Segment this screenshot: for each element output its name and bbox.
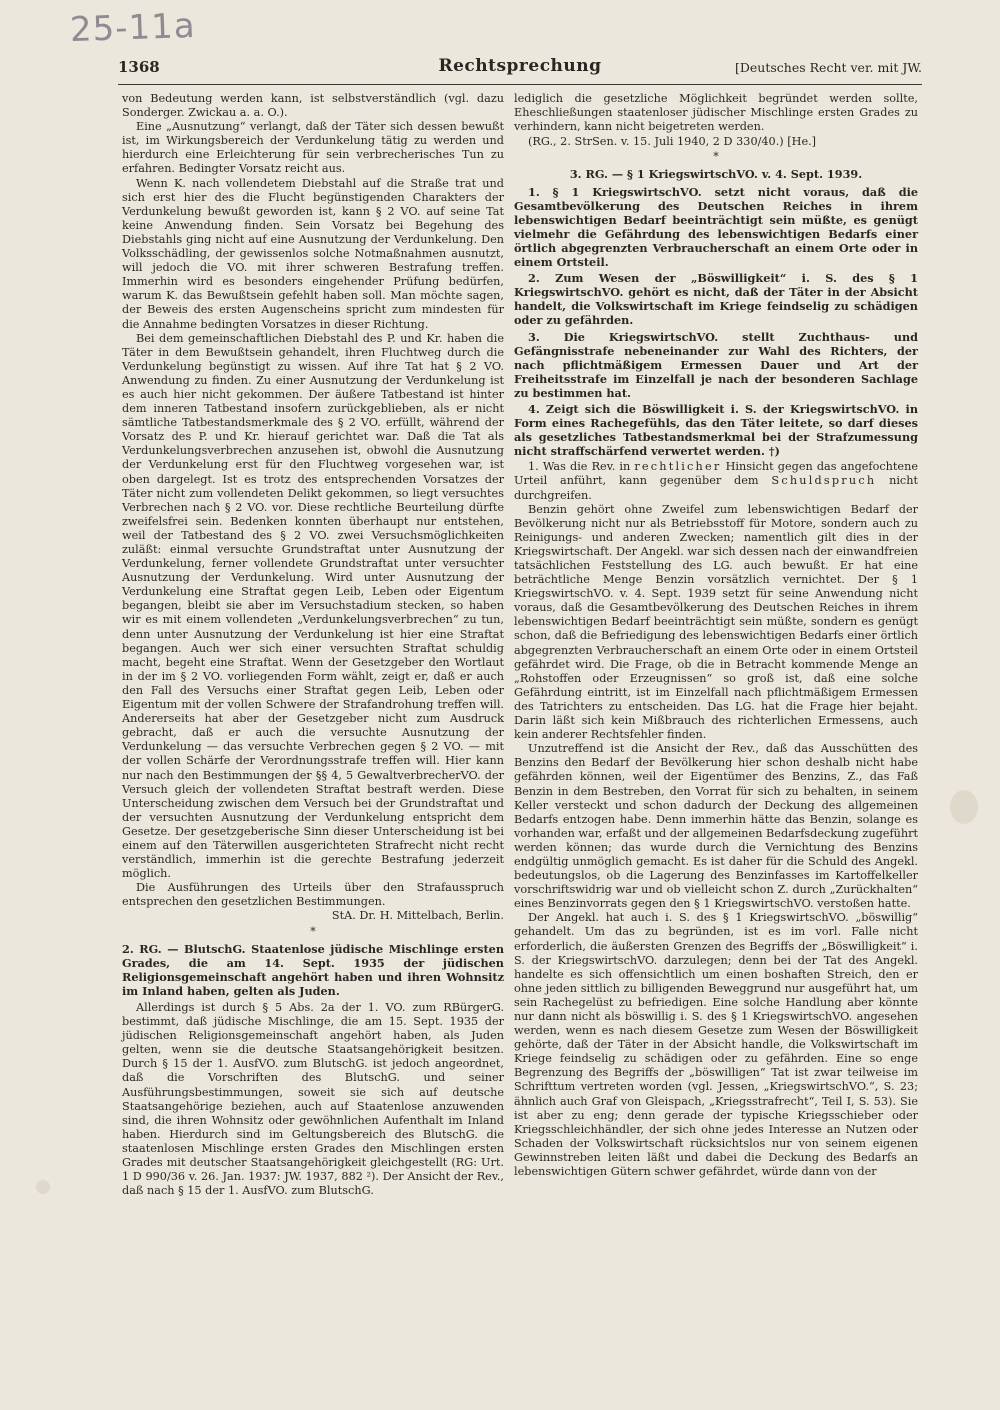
paragraph: lediglich die gesetzliche Möglichkeit begründet werden sollte, Eheschließungen staatenloser jüdischer Mischlinge ersten Grades zu verhindern, kann nicht beigetreten werden. (514, 92, 918, 134)
section-separator: * (310, 924, 316, 938)
headnote: 2. Zum Wesen der „Böswilligkeit“ i. S. des § 1 KriegswirtschVO. gehört es nicht, daß der Täter in der Absicht handelt, die Volkswirtschaft im Kriege feindselig zu schädigen oder zu gefährden. (514, 271, 918, 328)
text-run: 1. Was die Rev. in (528, 460, 631, 474)
journal-reference: [Deutsches Recht ver. mit JW. (735, 60, 922, 75)
right-column (514, 92, 918, 1179)
section-separator: * (713, 150, 719, 164)
case-heading: 3. RG. — § 1 KriegswirtschVO. v. 4. Sept. 1939. (569, 167, 863, 182)
paragraph: Bei dem gemeinschaftlichen Diebstahl des P. und Kr. haben die Täter in dem Bewußtsein gehandelt, ihren Fluchtweg durch die Verdunkelung begünstigt zu wissen. Auf ihre Tat hat § 2 VO. Anwendung zu finden. Zu einer Ausnutzung der Verdunkelung ist es auch hier nicht gekommen. Der äußere Tatbestand ist hinter dem inneren Tatbestand insofern zurückgeblieben, als er nicht sämtliche Tatbestandsmerkmale des § 2 VO. erfüllt, während der Vorsatz des P. und Kr. hierauf gerichtet war. Daß die Tat als Verdunkelungsverbrechen anzusehen ist, obwohl die Ausnutzung der Verdunkelung erst für den Fluchtweg vorgesehen war, ist oben dargelegt. Ist es trotz des entsprechenden Vorsatzes der Täter nicht zum vollendeten Delikt gekommen, so liegt versuchtes Verbrechen nach § 2 VO. vor. Diese rechtliche Beurteilung dürfte zweifelsfrei sein. Bedenken konnten überhaupt nur entstehen, weil der Tatbestand des § 2 VO. zwei Versuchsmöglichkeiten zuläßt: einmal versuchte Grundstraftat unter Ausnutzung der Verdunkelung, ferner vollendete Grundstraftat unter versuchter Ausnutzung der Verdunkelung. Wird unter Ausnutzung der Verdunkelung eine Straftat gegen Leib, Leben oder Eigentum begangen, bleibt sie aber im Versuchstadium stecken, so haben wir es mit einem vollendeten „Verdunkelungsverbrechen“ zu tun, denn unter Ausnutzung der Verdunkelung ist hier eine Straftat begangen. Auch wer sich einer versuchten Straftat schuldig macht, begeht eine Straftat. Wenn der Gesetzgeber den Wortlaut in der im § 2 VO. vorliegenden Form wählt, zeigt er, daß er auch den Fall des Versuchs einer Straftat gegen Leib, Leben oder Eigentum mit der vollen Schwere der Strafandrohung treffen will. Andererseits hat aber der Gesetzgeber nicht zum Ausdruck gebracht, daß er auch die versuchte Ausnutzung der Verdunkelung — das versuchte Verbrechen gegen § 2 VO. — mit der vollen Schärfe der Verordnungsstrafe treffen will. Hier kann nur nach den Bestimmungen der §§ 4, 5 GewaltverbrecherVO. der Versuch gleich der vollendeten Straftat bestraft werden. Diese Unterscheidung zwischen dem Versuch bei der Grundstraftat und der versuchten Ausnutzung der Verdunkelung entspricht dem Gesetze. Der gesetzgeberische Sinn dieser Unterscheidung ist bei einem auf den Täterwillen ausgerichteten Strafrecht nicht recht verständlich, immerhin ist die gerechte Bestrafung jederzeit möglich. (122, 331, 504, 881)
headnotes (514, 185, 918, 459)
paragraph: Benzin gehört ohne Zweifel zum lebenswichtigen Bedarf der Bevölkerung nicht nur als Betriebsstoff für Motore, sondern auch zu Reinigungs- und anderen Zwecken; namentlich gilt dies in der Kriegswirtschaft. Der Angekl. war sich dessen nach der einwandfreien tatsächlichen Feststellung des LG. auch bewußt. Er hat eine beträchtliche Menge Benzin vorsätzlich vernichtet. Der § 1 KriegswirtschVO. v. 4. Sept. 1939 setzt für seine Anwendung nicht voraus, daß die Gesamtbevölkerung des Deutschen Reiches in ihrem lebenswichtigen Bedarf beeinträchtigt sein müßte, sondern es genügt schon, daß die Befriedigung des lebenswichtigen Bedarfs einer örtlich abgegrenzten Verbraucherschaft an einem Orte oder in einem Ortsteil gefährdet wird. Die Frage, ob die in Betracht kommende Menge an „Rohstoffen oder Erzeugnissen“ so groß ist, daß eine solche Gefährdung eintritt, ist im Einzelfall nach pflichtmäßigem Ermessen des Tatrichters zu entscheiden. Das LG. hat die Frage hier bejaht. Darin läßt sich kein Mißbrauch des richterlichen Ermessens, auch kein anderer Rechtsfehler finden. (514, 502, 918, 742)
paragraph: von Bedeutung werden kann, ist selbstverständlich (vgl. dazu Sonderger. Zwickau a. a. O.). (122, 92, 504, 120)
page-header (118, 58, 922, 85)
headnote: 1. § 1 KriegswirtschVO. setzt nicht voraus, daß die Gesamtbevölkerung des Deutschen Reiches in ihrem lebenswichtigen Bedarf beeinträchtigt sein müßte, es genügt vielmehr die Gefährdung des lebenswichtigen Bedarfs einer örtlich abgegrenzten Verbraucherschaft an einem Orte oder in einem Ortsteil. (514, 184, 918, 270)
left-column (122, 92, 504, 1198)
author-signature: StA. Dr. H. Mittelbach, Berlin. (331, 909, 504, 923)
paragraph: Der Angekl. hat auch i. S. des § 1 KriegswirtschVO. „böswillig“ gehandelt. Um das zu begründen, ist es im vorl. Falle nicht erforderlich, die äußersten Grenzen des Begriffs der „Böswilligkeit“ i. S. der KriegswirtschVO. darzulegen; denn bei der Tat des Angekl. handelte es sich offensichtlich um einen boshaften Streich, den er ohne jeden sittlich zu billigenden Beweggrund nur ausgeführt hat, um sein Rachegelüst zu befriedigen. Eine solche Handlung aber könnte nur dann nicht als böswillig i. S. des § 1 KriegswirtschVO. angesehen werden, wenn es nach diesem Gesetze zum Wesen der Böswilligkeit gehörte, daß der Täter in der Absicht handle, die Volkswirtschaft im Kriege feindselig zu schädigen oder zu gefährden. Eine so enge Begrenzung des Begriffs der „böswilligen“ Tat ist zwar teilweise im Schrifttum vertreten worden (vgl. Jessen, „KriegswirtschVO.“, S. 23; ähnlich auch Graf von Gleispach, „Kriegsstrafrecht“, Teil I, S. 53). Sie ist aber zu eng; denn gerade der typische Kriegsschieber oder Kriegsschleichhändler, der sich ohne jedes Interesse an Nutzen oder Schaden der Volkswirtschaft rücksichtslos nur von seinem eigenen Gewinnstreben leiten läßt und dabei die Deckung des Bedarfs an lebenswichtigen Gütern schwer gefährdet, würde dann von der (514, 911, 918, 1179)
page-title: Rechtsprechung (438, 56, 602, 76)
text-run: Hinsicht gegen das angefochtene Urteil anführt, kann gegenüber dem (514, 460, 918, 488)
headnote: 4. Zeigt sich die Böswilligkeit i. S. der KriegswirtschVO. in Form eines Rachegefühls, das den Täter leitete, so darf dieses als gesetzliches Tatbestandsmerkmal bei der Strafzumessung nicht straffschärfend verwertet werden. †) (514, 401, 918, 459)
spaced-text: Schuldspruch (771, 474, 877, 488)
text-run: nicht durchgreifen. (514, 474, 919, 502)
case-citation: (RG., 2. StrSen. v. 15. Juli 1940, 2 D 330/40.) [He.] (528, 135, 817, 149)
paragraph: Eine „Ausnutzung“ verlangt, daß der Täter sich dessen bewußt ist, im Wirkungsbereich der Verdunkelung tätig zu werden und hierdurch eine Erleichterung für sein verbrecherisches Tun zu erfahren. Bedingter Vorsatz reicht aus. (122, 120, 504, 176)
page-number: 1368 (118, 58, 160, 76)
paper-stain (36, 1180, 50, 1194)
handwritten-note: 25-11a (69, 5, 197, 51)
case-heading: 2. RG. — BlutschG. Staatenlose jüdische Mischlinge ersten Grades, die am 14. Sept. 1935 der jüdischen Religionsgemeinschaft angehört haben und ihren Wohnsitz im Inland haben, gelten als Juden. (122, 941, 504, 998)
spaced-text: rechtlicher (634, 460, 722, 474)
paragraph (514, 460, 918, 502)
paragraph: Unzutreffend ist die Ansicht der Rev., daß das Ausschütten des Benzins den Bedarf der Bevölkerung hier schon deshalb nicht habe gefährden können, weil der Eigentümer des Benzins, Z., das Faß Benzin in dem Bestreben, den Vorrat für sich zu behalten, in seinem Keller versteckt und schon dadurch der Deckung des allgemeinen Bedarfs entzogen habe. Denn immerhin hätte das Benzin, solange es vorhanden war, erfaßt und der allgemeinen Bedarfsdeckung zugeführt werden können; das wurde durch die Vernichtung des Benzins endgültig unmöglich gemacht. Es ist daher für die Schuld des Angekl. bedeutungslos, ob die Lagerung des Benzinfasses im Kartoffelkeller vorschriftswidrig war und ob vielleicht schon Z. durch „Zurückhalten“ eines Benzinvorrats gegen den § 1 KriegswirtschVO. verstoßen hatte. (514, 742, 919, 911)
paragraph: Wenn K. nach vollendetem Diebstahl auf die Straße trat und sich erst hier des die Flucht begünstigenden Charakters der Verdunkelung bewußt geworden ist, kann § 2 VO. auf seine Tat keine Anwendung finden. Sein Vorsatz bei Begehung des Diebstahls ging nicht auf eine Ausnutzung der Verdunkelung. Den Volksschädling, der gewissenlos solche Notmaßnahmen ausnutzt, will jedoch die VO. mit ihrer schweren Bestrafung treffen. Immerhin wird es besonders eingehender Prüfung bedürfen, warum K. das Bewußtsein gefehlt haben soll. Man möchte sagen, der Beweis des ersten Augenscheins spricht zum mindesten für die Annahme bedingten Vorsatzes in dieser Richtung. (122, 176, 504, 331)
paragraph: Allerdings ist durch § 5 Abs. 2a der 1. VO. zum RBürgerG. bestimmt, daß jüdische Mischlinge, die am 15. Sept. 1935 der jüdischen Religionsgemeinschaft angehört haben, als Juden gelten, wenn sie die deutsche Staatsangehörigkeit besitzen. Durch § 15 der 1. AusfVO. zum BlutschG. ist jedoch angeordnet, daß die Vorschriften des BlutschG. und seiner Ausführungsbestimmungen, soweit sie sich auf deutsche Staatsangehörige beziehen, auch auf Staatenlose anzuwenden sind, die ihren Wohnsitz oder gewöhnlichen Aufenthalt im Inland haben. Hierdurch sind im Geltungsbereich des BlutschG. die staatenlosen Mischlinge ersten Grades den Mischlingen ersten Grades mit deutscher Staatsangehörigkeit gleichgestellt (RG: Urt. 1 D 990/36 v. 26. Jan. 1937: JW. 1937, 882 ²). Der Ansicht der Rev., daß nach § 15 der 1. AusfVO. zum BlutschG. (122, 1001, 504, 1198)
paper-stain (950, 790, 978, 824)
headnote: 3. Die KriegswirtschVO. stellt Zuchthaus- und Gefängnisstrafe nebeneinander zur Wahl des Richters, der nach pflichtmäßigem Ermessen Dauer und Art der Freiheitsstrafe im Einzelfall je nach der besonderen Sachlage zu bestimmen hat. (514, 329, 918, 400)
paragraph: Die Ausführungen des Urteils über den Strafausspruch entsprechen den gesetzlichen Bestimmungen. (122, 881, 504, 909)
